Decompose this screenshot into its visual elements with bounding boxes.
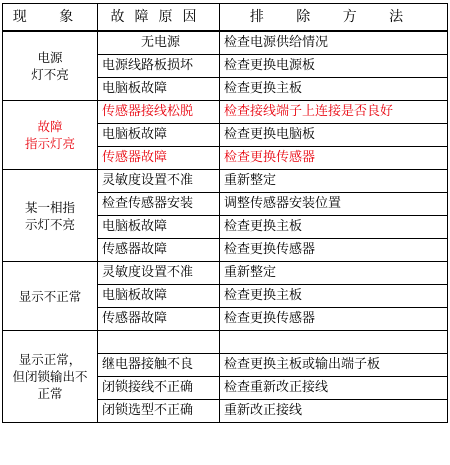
remedy-cell — [220, 331, 448, 354]
remedy-cell: 检查接线端子上连接是否良好 — [220, 101, 448, 124]
cause-cell: 电脑板故障 — [98, 78, 220, 101]
remedy-cell: 检查更换传感器 — [220, 308, 448, 331]
table-row — [3, 331, 448, 354]
symptom-line: 电源 — [37, 50, 63, 65]
symptom-line: 示灯不亮 — [24, 216, 75, 232]
symptom-line: 显示正常， — [18, 352, 82, 367]
remedy-cell: 重新整定 — [220, 262, 448, 285]
remedy-cell: 检查重新改正接线 — [220, 377, 448, 400]
symptom-cell — [3, 170, 98, 262]
remedy-cell: 调整传感器安装位置 — [220, 193, 448, 216]
remedy-cell: 检查更换主板或输出端子板 — [220, 354, 448, 377]
symptom-cell — [3, 331, 98, 423]
remedy-cell: 检查更换传感器 — [220, 239, 448, 262]
remedy-cell: 检查更换传感器 — [220, 147, 448, 170]
remedy-cell: 检查电源供给情况 — [220, 31, 448, 55]
header-remedy: 排 除 方 法 — [220, 4, 448, 32]
table-row — [3, 262, 448, 285]
remedy-cell: 检查更换电源板 — [220, 55, 448, 78]
symptom-line: 显示不正常 — [18, 288, 82, 304]
remedy-cell: 检查更换主板 — [220, 216, 448, 239]
cause-cell — [98, 331, 220, 354]
table-row — [3, 101, 448, 124]
remedy-cell: 检查更换电脑板 — [220, 124, 448, 147]
cause-cell: 检查传感器安装 — [98, 193, 220, 216]
cause-cell: 闭锁选型不正确 — [98, 400, 220, 423]
symptom-cell — [3, 31, 98, 101]
cause-cell: 电脑板故障 — [98, 285, 220, 308]
symptom-line: 指示灯亮 — [24, 136, 75, 151]
remedy-cell: 重新整定 — [220, 170, 448, 193]
header-cause: 故障原因 — [98, 4, 220, 32]
table-row — [3, 31, 448, 55]
cause-cell: 灵敏度设置不准 — [98, 262, 220, 285]
symptom-line: 灯不亮 — [31, 67, 69, 82]
symptom-line: 但闭锁输出不 — [12, 369, 88, 384]
remedy-cell: 检查更换主板 — [220, 285, 448, 308]
table-row — [3, 170, 448, 193]
cause-cell: 传感器接线松脱 — [98, 101, 220, 124]
cause-cell: 电源线路板损坏 — [98, 55, 220, 78]
symptom-cell — [3, 101, 98, 170]
cause-cell: 电脑板故障 — [98, 124, 220, 147]
symptom-line: 正常 — [37, 386, 63, 401]
symptom-line: 故障 — [37, 119, 63, 134]
troubleshooting-table — [2, 3, 448, 423]
cause-cell: 传感器故障 — [98, 147, 220, 170]
symptom-cell — [3, 262, 98, 331]
remedy-cell: 重新改正接线 — [220, 400, 448, 423]
cause-cell: 传感器故障 — [98, 308, 220, 331]
header-symptom: 现 象 — [3, 4, 98, 32]
symptom-line: 某一相指 — [24, 199, 75, 215]
cause-cell: 传感器故障 — [98, 239, 220, 262]
remedy-cell: 检查更换主板 — [220, 78, 448, 101]
cause-cell: 继电器接触不良 — [98, 354, 220, 377]
cause-cell: 闭锁接线不正确 — [98, 377, 220, 400]
cause-cell: 无电源 — [98, 31, 220, 55]
cause-cell: 电脑板故障 — [98, 216, 220, 239]
cause-cell: 灵敏度设置不准 — [98, 170, 220, 193]
table-header-row — [3, 4, 448, 32]
